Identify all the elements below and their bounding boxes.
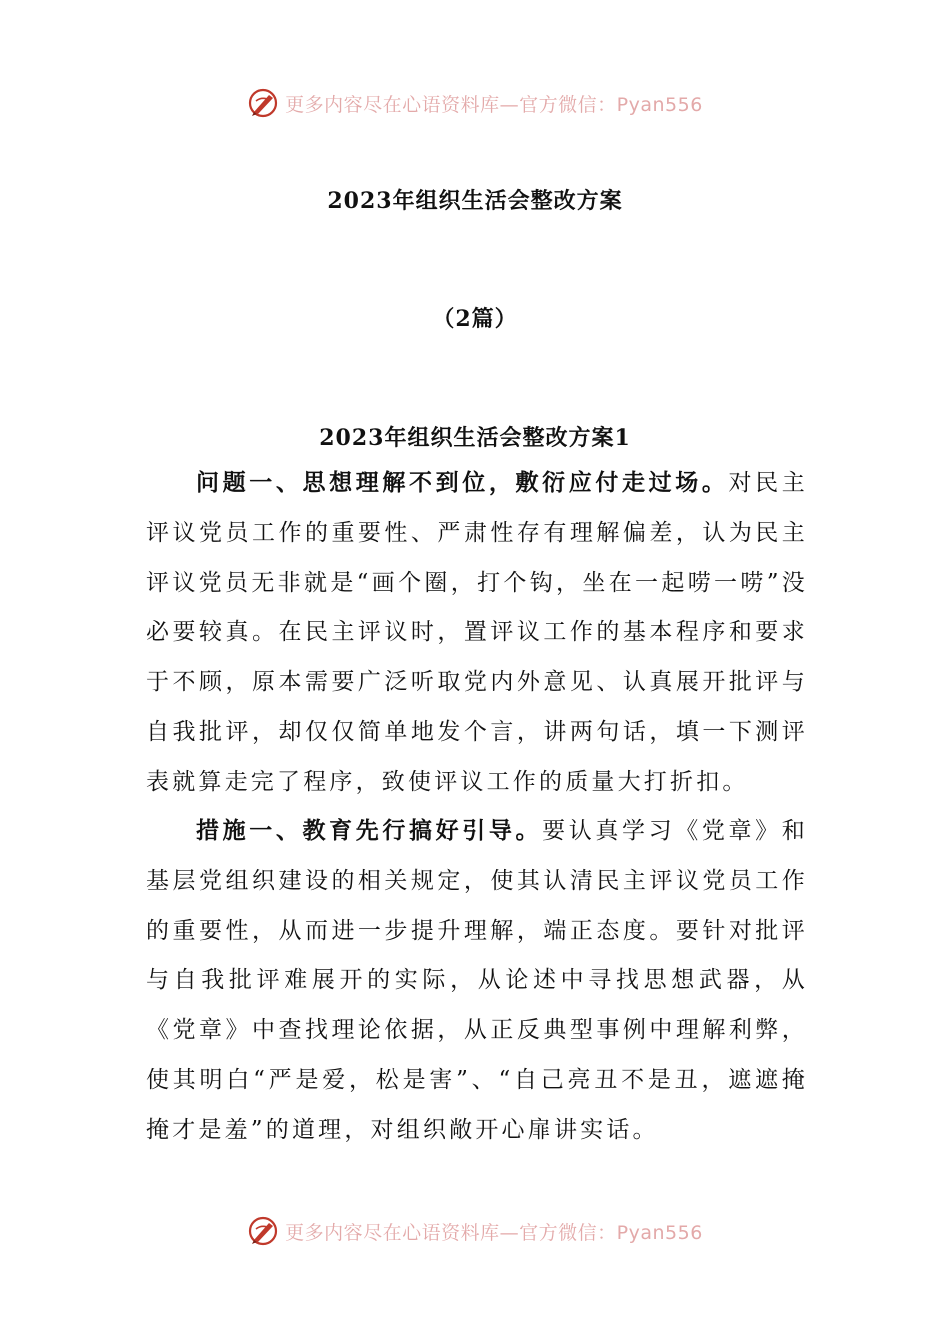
paragraph-measure-one [146, 806, 808, 1156]
pen-logo-icon [247, 1215, 279, 1247]
paragraph-lead: 措施一、教育先行搞好引导。 [196, 817, 543, 844]
watermark-footer [0, 1211, 950, 1251]
paragraph-lead: 问题一、思想理解不到位，敷衍应付走过场。 [196, 469, 729, 496]
watermark-text: 更多内容尽在心语资料库—官方微信：Pyan556 [285, 93, 703, 116]
paragraph-body: 对民主评议党员工作的重要性、严肃性存有理解偏差，认为民主评议党员无非就是“画个圈，打个钩，坐在一起唠一唠”没必要较真。在民主评议时，置评议工作的基本程序和要求于不顾，原本需要广泛听取党内外意见、认真展开批评与自我批评，却仅仅简单地发个言，讲两句话，填一下测评表就算走完了程序，致使评议工作的质量大打折扣。 [146, 470, 809, 795]
document-subtitle: （2篇） [432, 306, 518, 332]
watermark-header [0, 83, 950, 123]
section-title: 2023年组织生活会整改方案1 [319, 425, 631, 451]
paragraph-problem-one [146, 458, 808, 808]
pen-logo-icon [247, 87, 279, 119]
watermark-wechat-id: Pyan556 [616, 93, 703, 116]
watermark-text: 更多内容尽在心语资料库—官方微信：Pyan556 [285, 1221, 703, 1244]
document-title: 2023年组织生活会整改方案 [327, 188, 623, 214]
watermark-wechat-id: Pyan556 [616, 1221, 703, 1244]
paragraph-body: 要认真学习《党章》和基层党组织建设的相关规定，使其认清民主评议党员工作的重要性，从而进一步提升理解，端正态度。要针对批评与自我批评难展开的实际，从论述中寻找思想武器，从《党章》中查找理论依据，从正反典型事例中理解利弊，使其明白“严是爱，松是害”、“自己亮丑不是丑，遮遮掩掩才是羞”的道理，对组织敞开心扉讲实话。 [146, 818, 808, 1143]
